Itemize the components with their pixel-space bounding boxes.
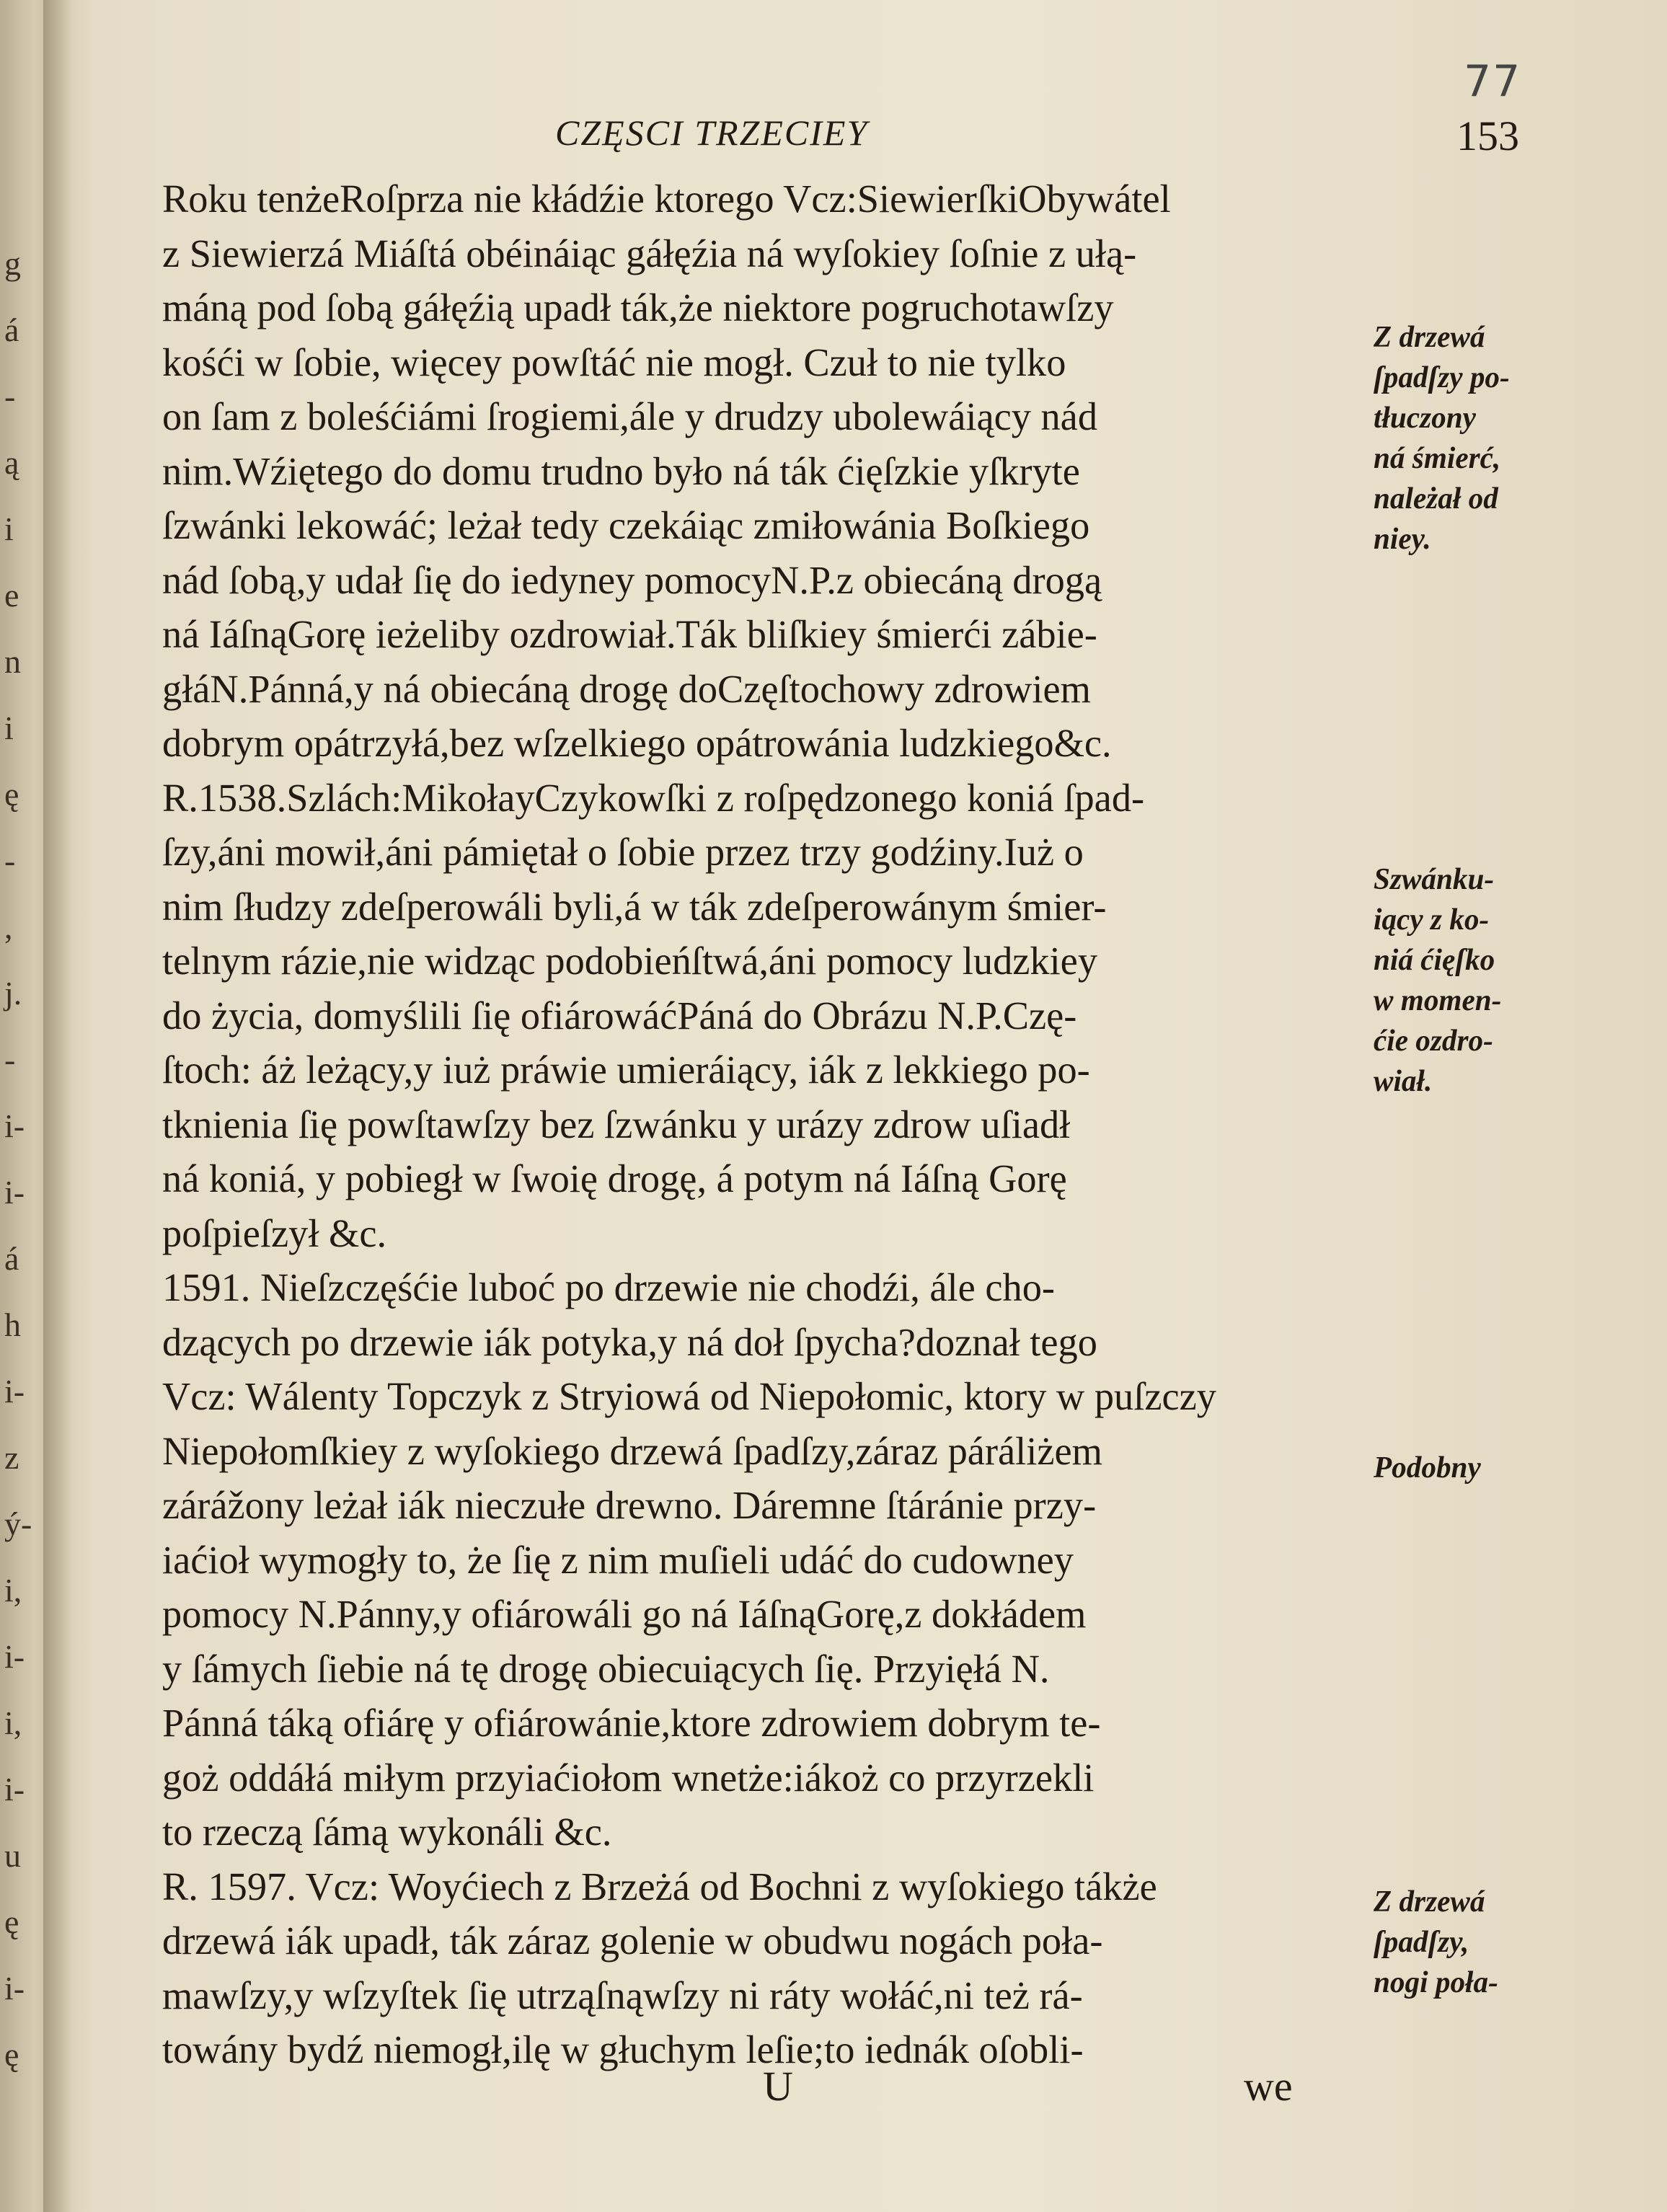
text-line: ſzy,áni mowił,áni pámiętał o ſobie przez trzy godźiny.Iuż o — [162, 830, 1084, 874]
page-number: 153 — [1456, 112, 1519, 159]
facing-page-letter: ý- — [4, 1505, 32, 1542]
margin-note — [1374, 859, 1561, 1102]
text-line: telnym rázie,nie widząc podobieńſtwá,áni pomocy ludzkiey — [162, 939, 1098, 983]
margin-note-line: Podobny — [1374, 1451, 1481, 1485]
text-line: tknienia ſię powſtawſzy bez ſzwánku y urázy zdrow uſiadł — [162, 1102, 1071, 1146]
facing-page-letter: e — [4, 577, 19, 614]
facing-page-letter: á — [4, 1240, 19, 1277]
text-line: głáN.Pánná,y ná obiecáną drogę doCzęſtochowy zdrowiem — [162, 666, 1091, 711]
running-title: CZĘSCI TRZECIEY — [555, 112, 869, 153]
facing-page-letter: i, — [4, 1572, 22, 1609]
text-line: y ſámych ſiebie ná tę drogę obiecuiących ſię. Przyięłá N. — [162, 1646, 1050, 1691]
margin-note-line: niá ćięſko — [1374, 944, 1495, 977]
margin-note-line: tłuczony — [1374, 402, 1476, 435]
facing-page-letter: i- — [4, 1771, 25, 1808]
text-line: mawſzy,y wſzyſtek ſię utrząſnąwſzy ni ráty wołáć,ni też rá- — [162, 1973, 1083, 2017]
text-line: kośći w ſobie, więcey powſtáć nie mogł. Czuł to nie tylko — [162, 340, 1066, 384]
margin-note-line: nogi poła- — [1374, 1966, 1498, 1999]
facing-page-letter: i- — [4, 1970, 25, 2007]
facing-page-letter: g — [4, 245, 21, 282]
facing-page-letter: z — [4, 1439, 19, 1476]
text-line: towány bydź niemogł,ilę w głuchym leſie;to iednák oſobli- — [162, 2027, 1084, 2071]
gutter-shadow — [43, 0, 72, 2212]
facing-page-letter: ą — [4, 444, 19, 481]
text-line: iaćioł wymogły to, że ſię z nim muſieli udáć do cudowney — [162, 1537, 1074, 1582]
text-line: goż oddáłá miłym przyiaćiołom wnetże:iákoż co przyrzekli — [162, 1755, 1095, 1800]
facing-page-letter: i, — [4, 1704, 22, 1741]
facing-page-letter: u — [4, 1837, 21, 1874]
facing-page-letter: j. — [4, 975, 22, 1012]
facing-page-letter: ę — [4, 2036, 19, 2073]
text-line: poſpieſzył &c. — [162, 1211, 387, 1255]
facing-page-letters — [4, 231, 48, 2088]
facing-page-letter: , — [4, 908, 13, 945]
margin-note-line: niey. — [1374, 523, 1431, 556]
text-line: nim ſłudzy zdeſperowáli byli,á w ták zdeſperowánym śmier- — [162, 884, 1107, 929]
margin-note-line: ſpadſzy po- — [1374, 361, 1510, 394]
facing-page-letter: ę — [4, 776, 19, 813]
text-line: zárážony leżał iák nieczułe drewno. Dáremne ſtáránie przy- — [162, 1483, 1097, 1527]
facing-page-letter: i- — [4, 1107, 25, 1144]
text-line: Pánná táką ofiárę y ofiárowánie,ktore zdrowiem dobrym te- — [162, 1701, 1101, 1745]
text-line: to rzeczą ſámą wykonáli &c. — [162, 1810, 612, 1854]
margin-note-line: Z drzewá — [1374, 321, 1485, 354]
facing-page-letter: n — [4, 643, 21, 680]
margin-note-line: należał od — [1374, 482, 1498, 516]
margin-note-line: ſpadſzy, — [1374, 1926, 1469, 1959]
margin-note-line: ćie ozdro- — [1374, 1025, 1493, 1058]
margin-note — [1374, 1448, 1561, 1488]
margin-note-line: w momen- — [1374, 984, 1502, 1017]
text-line: nád ſobą,y udał ſię do iedyney pomocyN.P.z obiecáną drogą — [162, 557, 1102, 602]
handwritten-folio-number: 77 — [1464, 56, 1522, 107]
text-line: ſtoch: áż leżący,y iuż práwie umieráiący, iák z lekkiego po- — [162, 1048, 1090, 1092]
margin-note-line: Z drzewá — [1374, 1885, 1485, 1919]
margin-note-line: wiał. — [1374, 1065, 1433, 1098]
text-line: 1591. Nieſzczęśćie luboć po drzewie nie chodźi, ále cho- — [162, 1265, 1055, 1309]
signature-mark: U — [763, 2063, 793, 2110]
text-line: nim.Wźiętego do domu trudno było ná ták ćięſzkie yſkryte — [162, 448, 1080, 493]
text-line: on ſam z boleśćiámi ſrogiemi,ále y drudzy ubolewáiący nád — [162, 394, 1098, 438]
facing-page-letter: - — [4, 842, 16, 879]
facing-page-letter: - — [4, 1041, 16, 1078]
facing-page-letter: ę — [4, 1903, 19, 1940]
margin-note-line: Szwánku- — [1374, 863, 1495, 896]
text-line: Niepołomſkiey z wyſokiego drzewá ſpadſzy,záraz páráliżem — [162, 1428, 1102, 1473]
facing-page-letter: i- — [4, 1174, 25, 1211]
facing-page-letter: i- — [4, 1373, 25, 1410]
text-line: ná IáſnąGorę ieżeliby ozdrowiał.Ták bliſkiey śmierći zábie- — [162, 612, 1097, 656]
margin-note-line: iący z ko- — [1374, 903, 1490, 937]
catchword: we — [1244, 2063, 1293, 2110]
text-line: Vcz: Wálenty Topczyk z Stryiowá od Niepołomic, ktory w puſzczy — [162, 1374, 1216, 1418]
text-line: ná koniá, y pobiegł w ſwoię drogę, á potym ná Iáſną Gorę — [162, 1156, 1067, 1200]
body-text — [162, 172, 1431, 2077]
margin-note — [1374, 1882, 1561, 2003]
facing-page-letter: h — [4, 1306, 21, 1343]
text-line: máną pod ſobą gáłęźią upadł ták,że niektore pogruchotawſzy — [162, 286, 1114, 329]
text-line: pomocy N.Pánny,y ofiárowáli go ná IáſnąGorę,z dokłádem — [162, 1592, 1087, 1636]
margin-note-line: ná śmierć, — [1374, 442, 1501, 475]
text-line: ſzwánki lekowáć; leżał tedy czekáiąc zmiłowánia Boſkiego — [162, 503, 1090, 547]
text-line: z Siewierzá Miáſtá obéináiąc gáłęźia ná wyſokiey ſoſnie z ułą- — [162, 231, 1137, 275]
facing-page-letter: á — [4, 311, 19, 348]
text-line: dobrym opátrzyłá,bez wſzelkiego opátrowánia ludzkiego&c. — [162, 721, 1112, 765]
text-line: dzących po drzewie iák potyka,y ná doł ſpycha?doznał tego — [162, 1319, 1097, 1364]
facing-page-letter: i — [4, 510, 14, 547]
facing-page-letter: i- — [4, 1638, 25, 1675]
margin-note — [1374, 317, 1561, 559]
facing-page-letter: i — [4, 709, 14, 746]
facing-page-letter: - — [4, 378, 16, 415]
text-line: R. 1597. Vcz: Woyćiech z Brzeżá od Bochni z wyſokiego tákże — [162, 1864, 1157, 1908]
text-line: Roku tenżeRoſprza nie kłádźie ktorego Vcz:SiewierſkiObywátel — [162, 177, 1171, 221]
text-line: do życia, domyślili ſię ofiárowáćPáná do Obrázu N.P.Czę- — [162, 993, 1077, 1038]
text-line: drzewá iák upadł, ták záraz golenie w obudwu nogách poła- — [162, 1919, 1103, 1963]
text-line: R.1538.Szlách:MikołayCzykowſki z roſpędzonego koniá ſpad- — [162, 775, 1145, 820]
